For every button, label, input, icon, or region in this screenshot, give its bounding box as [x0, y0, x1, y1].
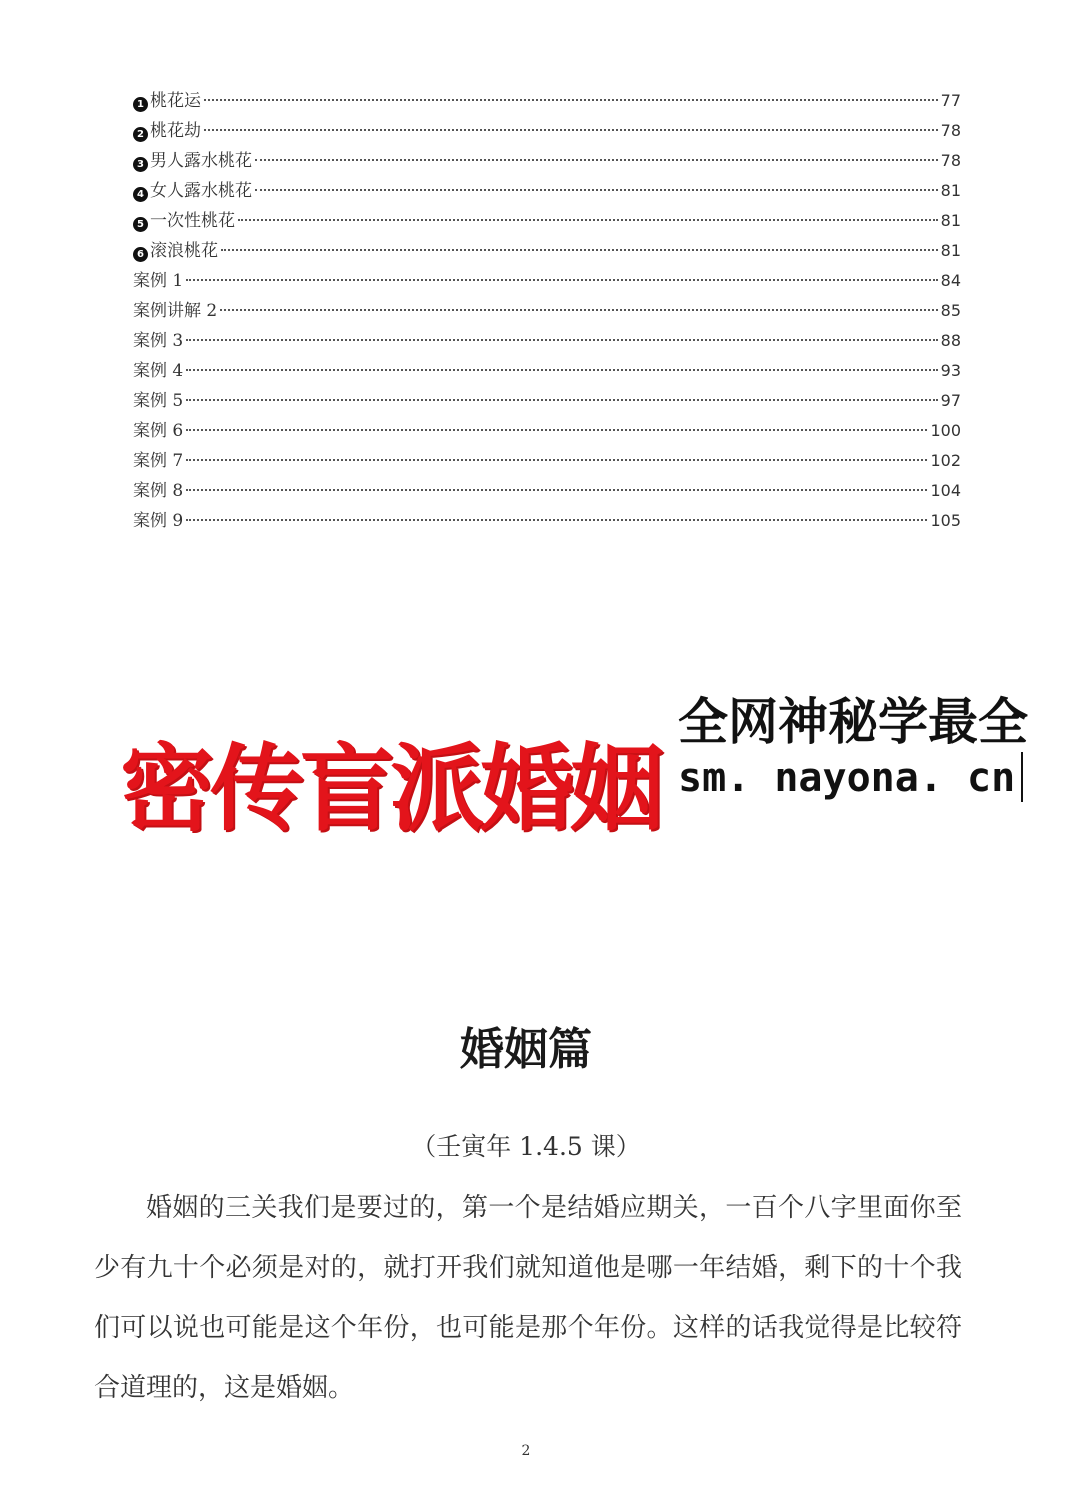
toc-entry-page: 93	[940, 361, 961, 380]
toc-entry-title: 案例讲解 2	[133, 301, 218, 321]
toc-entry-page: 81	[940, 241, 961, 260]
toc-dot-leader	[255, 189, 938, 191]
watermark-url: sm. nayona. cn	[678, 755, 1016, 801]
toc-entry-title: 女人露水桃花	[150, 181, 252, 201]
section-subheading: （壬寅年 1.4.5 课）	[411, 1132, 641, 1161]
toc-entry[interactable]	[133, 386, 961, 416]
toc-entry-title: 案例 4	[133, 361, 184, 381]
toc-dot-leader	[204, 129, 938, 131]
toc-dot-leader	[255, 159, 938, 161]
toc-dot-leader	[186, 459, 927, 461]
toc-entry[interactable]	[133, 446, 961, 476]
toc-dot-leader	[186, 519, 927, 521]
toc-entry-title: 男人露水桃花	[150, 151, 252, 171]
toc-entry[interactable]	[133, 506, 961, 536]
toc-dot-leader	[186, 429, 927, 431]
toc-entry[interactable]	[133, 326, 961, 356]
toc-entry-page: 78	[940, 121, 961, 140]
toc-entry-number-icon: 6	[133, 247, 148, 262]
toc-entry-title: 案例 8	[133, 481, 184, 501]
toc-dot-leader	[221, 249, 938, 251]
toc-entry[interactable]	[133, 236, 961, 266]
toc-dot-leader	[204, 99, 938, 101]
toc-entry[interactable]	[133, 296, 961, 326]
toc-entry-page: 84	[940, 271, 961, 290]
toc-dot-leader	[186, 369, 937, 371]
toc-entry-number-icon: 2	[133, 127, 148, 142]
toc-entry-title: 案例 1	[133, 271, 184, 291]
toc-entry-title: 桃花劫	[150, 121, 201, 141]
toc-entry-page: 105	[930, 511, 961, 530]
toc-dot-leader	[186, 339, 937, 341]
toc-entry-title: 案例 9	[133, 511, 184, 531]
toc-entry-page: 104	[930, 481, 961, 500]
toc-entry-page: 88	[940, 331, 961, 350]
toc-entry[interactable]	[133, 176, 961, 206]
toc-entry-page: 102	[930, 451, 961, 470]
body-paragraph: 婚姻的三关我们是要过的，第一个是结婚应期关，一百个八字里面你至少有九十个必须是对的，就打开我们就知道他是哪一年结婚，剩下的十个我们可以说也可能是这个年份，也可能是那个年份。这样的话我觉得是比较符合道理的，这是婚姻。	[94, 1193, 962, 1403]
toc-entry[interactable]	[133, 116, 961, 146]
watermark-line-1: 全网神秘学最全	[678, 693, 1028, 751]
toc-entry-number-icon: 5	[133, 217, 148, 232]
toc-entry-page: 97	[940, 391, 961, 410]
toc-entry[interactable]	[133, 206, 961, 236]
table-of-contents	[133, 86, 961, 536]
toc-dot-leader	[186, 399, 937, 401]
toc-entry-page: 81	[940, 181, 961, 200]
toc-entry-title: 案例 6	[133, 421, 184, 441]
toc-entry-number-icon: 4	[133, 187, 148, 202]
toc-entry-title: 一次性桃花	[150, 211, 235, 231]
toc-entry-page: 100	[930, 421, 961, 440]
page-number: 2	[521, 1443, 531, 1459]
toc-entry-title: 案例 7	[133, 451, 184, 471]
toc-entry[interactable]	[133, 476, 961, 506]
toc-entry[interactable]	[133, 356, 961, 386]
text-cursor	[1021, 752, 1023, 802]
toc-entry-page: 78	[940, 151, 961, 170]
toc-entry-title: 案例 5	[133, 391, 184, 411]
toc-dot-leader	[186, 279, 937, 281]
toc-entry-number-icon: 3	[133, 157, 148, 172]
toc-entry-title: 案例 3	[133, 331, 184, 351]
toc-entry-title: 滚浪桃花	[150, 241, 218, 261]
toc-entry-page: 81	[940, 211, 961, 230]
toc-entry[interactable]	[133, 146, 961, 176]
toc-entry-page: 85	[940, 301, 961, 320]
toc-entry-page: 77	[940, 91, 961, 110]
toc-dot-leader	[186, 489, 927, 491]
toc-entry-title: 桃花运	[150, 91, 201, 111]
toc-dot-leader	[220, 309, 937, 311]
toc-entry-number-icon: 1	[133, 97, 148, 112]
toc-entry[interactable]	[133, 416, 961, 446]
toc-dot-leader	[238, 219, 938, 221]
toc-entry[interactable]	[133, 266, 961, 296]
section-heading: 婚姻篇	[460, 1024, 592, 1075]
toc-entry[interactable]	[133, 86, 961, 116]
banner-title: 密传盲派婚姻	[120, 735, 661, 844]
